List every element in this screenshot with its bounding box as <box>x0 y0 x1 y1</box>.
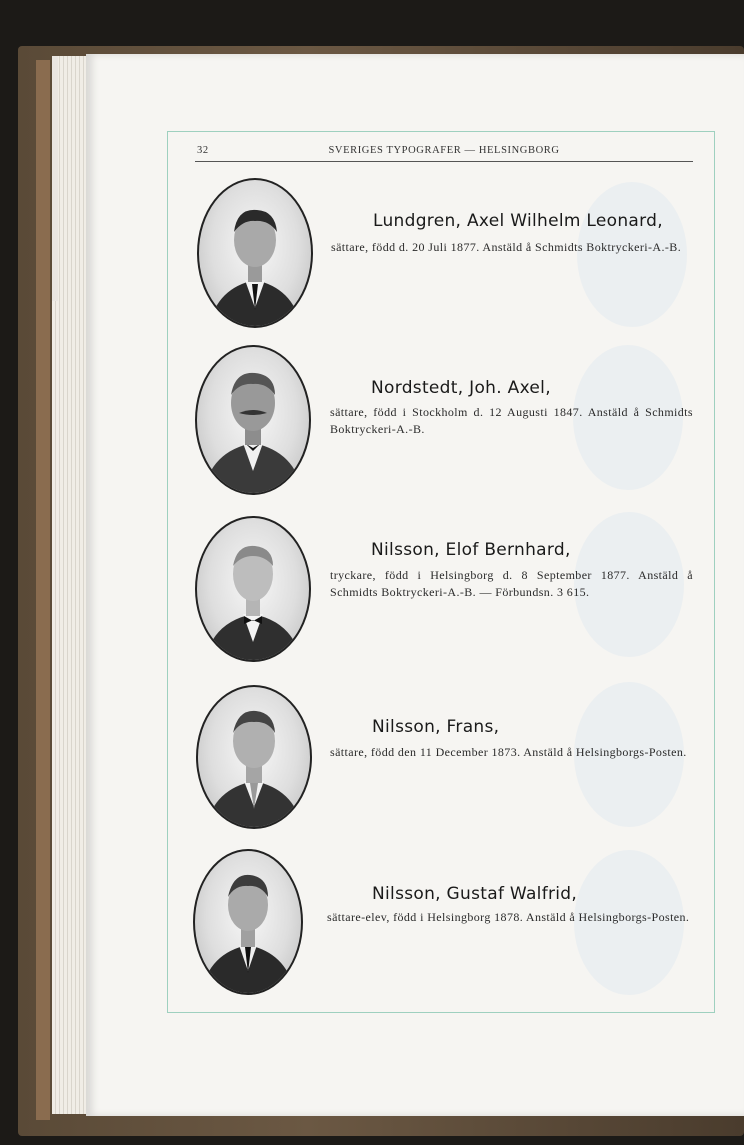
portrait-figure <box>198 687 310 827</box>
person-bio: sättare, född den 11 December 1873. Anstäld å Helsingborgs-Posten. <box>330 745 687 759</box>
portrait-figure <box>197 518 309 660</box>
person-bio: tryckare, född i Helsingborg d. 8 September 1877. Anstäld å Schmidts Boktryckeri-A.-B. — Förbundsn. 3 615. <box>330 568 693 599</box>
page-header <box>195 143 693 162</box>
portrait-photo <box>196 685 312 829</box>
portrait-photo <box>195 516 311 662</box>
person-name: Nilsson, Frans, <box>372 717 500 737</box>
person-name: Nilsson, Gustaf Walfrid, <box>372 884 578 904</box>
portrait-photo <box>193 849 303 995</box>
portrait-photo <box>197 178 313 328</box>
person-bio: sättare-elev, född i Helsingborg 1878. Anstäld å Helsingborgs-Posten. <box>327 910 690 924</box>
person-name: Nilsson, Elof Bernhard, <box>371 540 571 560</box>
portrait-figure <box>197 347 309 493</box>
person-name: Lundgren, Axel Wilhelm Leonard, <box>373 211 663 231</box>
portrait-figure <box>195 851 301 993</box>
person-bio: sättare, född d. 20 Juli 1877. Anstäld å Schmidts Boktryckeri-A.-B. <box>331 240 682 254</box>
person-name: Nordstedt, Joh. Axel, <box>371 378 551 398</box>
portrait-photo <box>195 345 311 495</box>
portrait-figure <box>199 180 311 326</box>
page-number: 32 <box>197 145 209 156</box>
running-title: SVERIGES TYPOGRAFER — HELSINGBORG <box>328 145 560 156</box>
person-bio: sättare, född i Stockholm d. 12 Augusti 1847. Anstäld å Schmidts Boktryckeri-A.-B. <box>330 405 693 436</box>
cover-edge <box>36 60 50 1120</box>
